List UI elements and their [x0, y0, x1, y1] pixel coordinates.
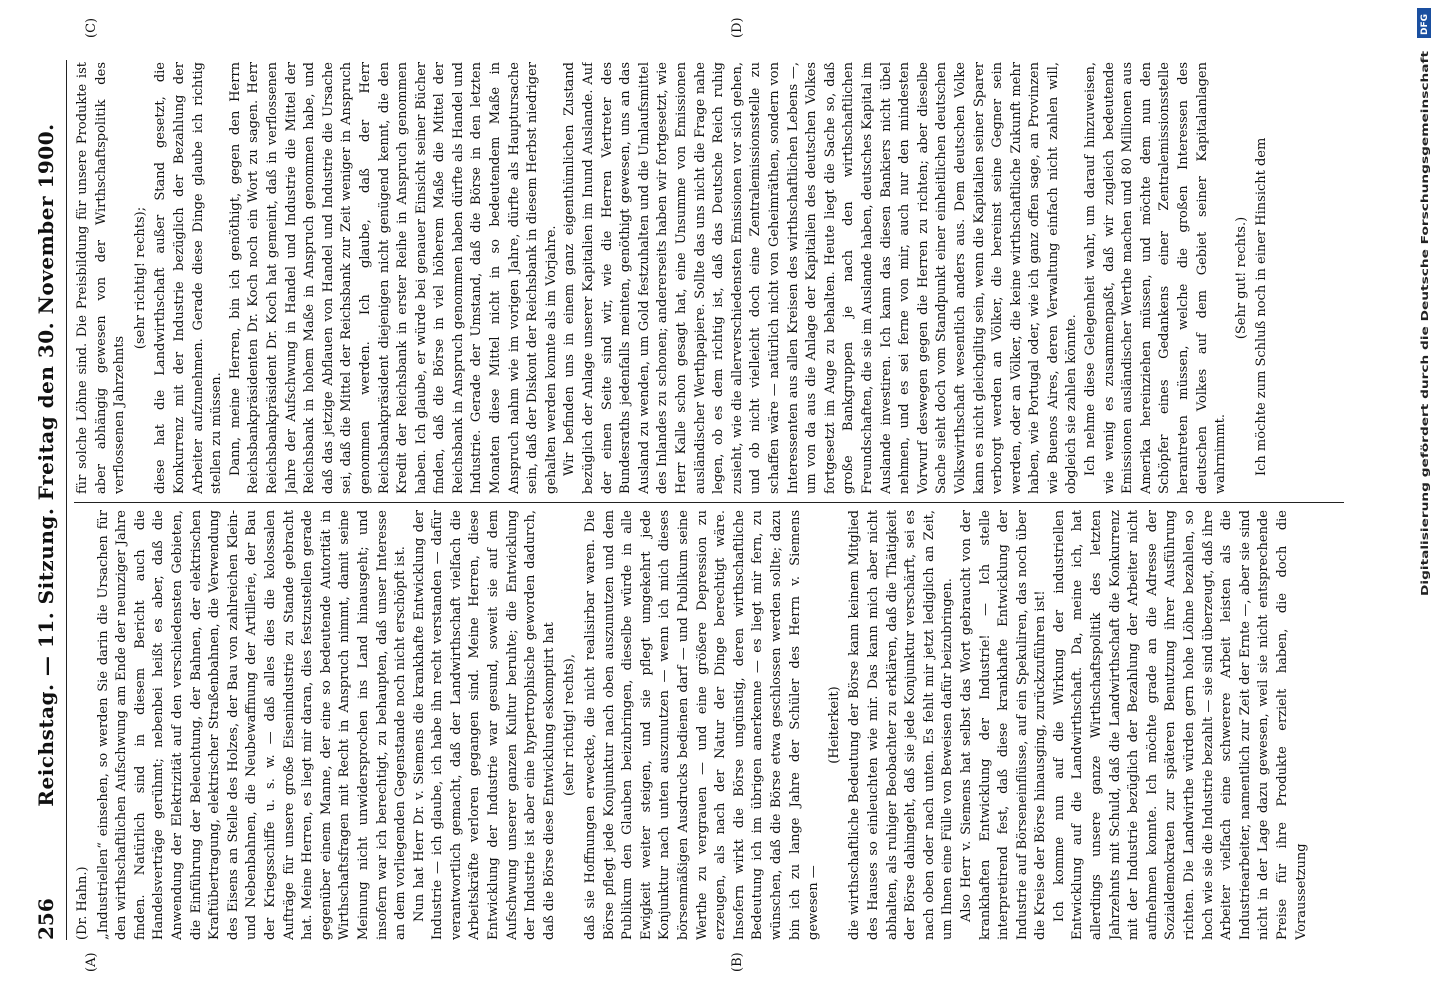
applause-note: (sehr richtig! rechts);: [132, 206, 148, 350]
paragraph: Also Herr v. Siemens hat selbst das Wort gebraucht von der krankhaften Entwicklung der Industrie! — Ich stelle interpretirend fest, daß diese krankhafte Entwicklung der Industrie auf Börseneinflüsse, auf ein Spekuliren, das noch über die Kreise der Börse hinausging, zurückzuführen ist!: [958, 510, 1049, 940]
paragraph: Nun hat Herr Dr. v. Siemens die krankhafte Entwicklung der Industrie — ich glaube, ich habe ihn recht verstanden — dafür verantwortlich gemacht, daß der Landwirthschaft vielfach die Arbeitskräfte verloren gegangen sind. Meine Herren, diese Entwicklung der Industrie war gesund, soweit sie auf dem Aufschwung unserer ganzen Kultur beruhte; die Entwicklung der Industrie ist aber eine hypertrophische geworden dadurch, daß die Börse diese Entwicklung eskomptirt hat: [411, 510, 557, 940]
margin-marker-a: (A): [84, 952, 99, 972]
margin-marker-b: (B): [730, 952, 745, 972]
column-rule: [74, 502, 1344, 503]
speaker-label: (Dr. Hahn.): [75, 866, 90, 940]
header-rule: [66, 60, 67, 940]
paragraph: Ich komme nun auf die Wirkung der industriellen Entwicklung auf die Landwirthschaft. Da, meine ich, hat allerdings unsere ganze Wirthschaftspolitik des letzten Jahrzehnts mit Schuld, daß die Landwirthschaft die Konkurrenz mit der Industrie bezüglich der Bezahlung der Arbeiter nicht aufnehmen konnte. Ich möchte grade an die Adresse der Sozialdemokraten zur späteren Benutzung ihrer Ausführung richten. Die Landwirthe würden gern hohe Löhne bezahlen, so hoch wie sie die Industrie bezahlt — sie sind überzeugt, daß ihre Arbeiter vielfach eine schwerere Arbeit leisten als die Industriearbeiter, namentlich zur Zeit der Ernte —, aber sie sind nicht in der Lage dazu gewesen, weil sie nicht entsprechende Preise für ihre Produkte erzielt haben, die doch die Voraussetzung: [1051, 510, 1309, 940]
margin-marker-c: (C): [84, 17, 99, 38]
applause-note: (Heiterkeit): [826, 686, 842, 764]
right-column: [74, 62, 1354, 494]
running-title: Reichstag. — 11. Sitzung. Freitag den 30. November 1900.: [34, 123, 58, 807]
page-number: 256: [34, 898, 58, 940]
dfg-watermark: [1416, 6, 1432, 606]
paragraph: für solche Löhne sind. Die Preisbildung für unsere Produkte ist aber abhängig gewesen von der Wirthschaftspolitik des verflossenen Jahrzehnts: [75, 62, 128, 494]
paragraph: daß sie Hoffnungen erweckte, die nicht realisirbar waren. Die Börse pflegt jede Konjunktur nach oben auszunutzen und dem Publikum den Glauben beizubringen, dieselbe würde in alle Ewigkeit weiter steigen, und sie pflegt umgekehrt jede Konjunktur nach unten auszunutzen — wenn ich mich dieses börsenmäßigen Ausdrucks bedienen darf — und Publikum seine Werthe zu vergrauen — und eine größere Depression zu erzeugen, als nach der Natur der Dinge berechtigt wäre. Insofern wirkt die Börse ungünstig, deren wirthschaftliche Bedeutung ich im übrigen anerkenne — es liegt mir fern, zu wünschen, daß die Börse etwa geschlossen werden sollte; dazu bin ich zu lange Jahre der Schüler des Herrn v. Siemens gewesen —: [583, 510, 822, 940]
applause-note: (sehr richtig! rechts),: [562, 654, 578, 796]
left-column: [74, 510, 1354, 940]
paragraph: diese hat die Landwirthschaft außer Stand gesetzt, die Konkurrenz mit der Industrie bezüglich der Bezahlung der Arbeiter aufzunehmen. Gerade diese Dinge glaube ich richtig stellen zu müssen.: [153, 62, 225, 494]
paragraph: Ich nehme diese Gelegenheit wahr, um darauf hinzuweisen, wie wenig es zusammenpaßt, daß wir zugleich bedeutende Emissionen ausländischer Werthe machen und 80 Millionen aus Amerika hereinziehen müssen, und möchte dem nun den Schöpfer eines Gedankens einer Zentralemissionsstelle herantreten müssen, welche die großen Interessen des deutschen Volkes auf dem Gebiet seiner Kapitalanlagen wahrnimmt.: [1083, 62, 1229, 494]
paragraph: Ich möchte zum Schluß noch in einer Hinsicht dem: [1254, 137, 1270, 476]
dfg-logo-text: DFG: [1420, 13, 1430, 35]
applause-note: (Sehr gut! rechts.): [1233, 216, 1249, 340]
paragraph: die wirthschaftliche Bedeutung der Börse kann keinem Mitglied des Hauses so einleuchten wie mir. Das kann mich aber nicht abhalten, als ruhiger Beobachter zu erklären, daß die Thätigkeit der Börse dahingeht, daß sie jede Konjunktur verschärft, sei es nach oben oder nach unten. Es fehlt mir jetzt lediglich an Zeit, um Ihnen eine Fülle von Beweisen dafür beizubringen.: [847, 510, 956, 940]
dfg-watermark-text: Digitalisierung gefördert durch die Deutsche Forschungsgemeinschaft: [1420, 218, 1431, 596]
page-header: [34, 60, 64, 940]
paragraph: Wir befinden uns in einem ganz eigenthümlichen Zustand bezüglich der Anlage unserer Kapitalien im Inund Auslande. Auf der einen Seite sind wir, wie die Herren Vertreter des Bundesraths jedenfalls meinten, genöthigt gewesen, uns an das Ausland zu wenden, um Gold festzuhalten und die Umlaufsmittel des Inlandes zu schonen; andererseits haben wir fortgesetzt, wie Herr Kalle schon gesagt hat, eine Unsumme von Emissionen ausländischer Werthpapiere. Sollte das uns nicht die Frage nahe legen, ob es dem richtig ist, daß das Deutsche Reich ruhig zusieht, wie die allerverschiedensten Emissionen vor sich gehen, und ob nicht vielleicht doch eine Zentralemissionsstelle zu schaffen wäre — natürlich nicht von Geheimräthen, sondern von Interessenten aus allen Kreisen des wirthschaftlichen Lebens —, um von da aus die Anlage der Kapitalien des deutschen Volkes fortgesetzt im Auge zu behalten. Heute liegt die Sache so, daß große Bankgruppen je nach den wirthschaftlichen Freundschaften, die sie im Auslande haben, deutsches Kapital im Auslande investiren. Ich kann das diesen Bankiers nicht übel nehmen, und es sei ferne von mir, auch nur den mindesten Vorwurf deswegen gegen die Herren zu richten; aber dieselbe Sache sieht doch vom Standpunkt einer einheitlichen deutschen Volkswirthschaft wesentlich anders aus. Dem deutschen Volke kann es nicht gleichgiltig sein, wenn die Kapitalien seiner Sparer verborgt werden an Völker, die bereinst seine Gegner sein werden, oder an Völker, die keine wirthschaftliche Zukunft mehr haben, wie Portugal oder, wie ich ganz offen sage, an Provinzen wie Buenos Aires, deren Verwaltung einfach nicht zahlen will, obgleich sie zahlen könnte.: [562, 62, 1080, 494]
paragraph: Dann, meine Herren, bin ich genöthigt, gegen den Herrn Reichsbankpräsidenten Dr. Koch noch ein Wort zu sagen. Herr Reichsbankpräsident Dr. Koch hat gemeint, daß in verflossenen Jahre der Aufschwung in Handel und Industrie die Mittel der Reichsbank in hohem Maße in Anspruch genommen habe, und daß das jetzige Abflauen von Handel und Industrie die Ursache sei, daß die Mittel der Reichsbank zur Zeit weniger in Anspruch genommen werden. Ich glaube, daß der Herr Reichsbankpräsident diejenigen nicht genügend kennt, die den Kredit der Reichsbank in erster Reihe in Anspruch genommen haben. Ich glaube, er würde bei genauer Einsicht seiner Bücher finden, daß die Börse in viel höherem Maße die Mittel der Reichsbank in Anspruch genommen haben dürfte als Handel und Industrie. Gerade der Umstand, daß die Börse in den letzten Monaten diese Mittel nicht in so bedeutendem Maße in Anspruch nahm wie im vorigen Jahre, dürfte als Hauptursache sein, daß der Diskont der Reichsbank in diesem Herbst niedriger gehalten werden konnte als im Vorjahre.: [227, 62, 559, 494]
dfg-watermark-graphic: [1416, 6, 1432, 606]
paragraph: „Industriellen“ einsehen, so werden Sie darin die Ursachen für den wirthschaftlichen Aufschwung am Ende der neunziger Jahre finden. Natürlich sind in diesem Bericht auch die Handelsverträge gerühmt; nebenbei heißt es aber, daß die Anwendung der Elektrizität auf den verschiedensten Gebieten, die Einführung der Beleuchtung, der Bahnen, der elektrischen Kraftübertragung, elektrischer Straßenbahnen, die Verwendung des Eisens an Stelle des Holzes, der Bau von zahlreichen Klein- und Nebenbahnen, die Neubewaffnung der Artillerie, der Bau der Kriegsschiffe u. s. w. — daß alles dies die kolossalen Aufträge für unsere große Eisenindustrie zu Stande gebracht hat. Meine Herren, es liegt mir daran, dies festzustellen gerade gegenüber einem Manne, der eine so bedeutende Autorität in Wirthschaftsfragen mit Recht in Anspruch nimmt, damit seine Meinung nicht unwidersprochen ins Land hinausgeht; und insofern war ich berechtigt, zu behaupten, daß unser Interesse an dem vorliegenden Gegenstande noch nicht erschöpft ist.: [95, 510, 409, 940]
margin-marker-d: (D): [730, 17, 745, 38]
